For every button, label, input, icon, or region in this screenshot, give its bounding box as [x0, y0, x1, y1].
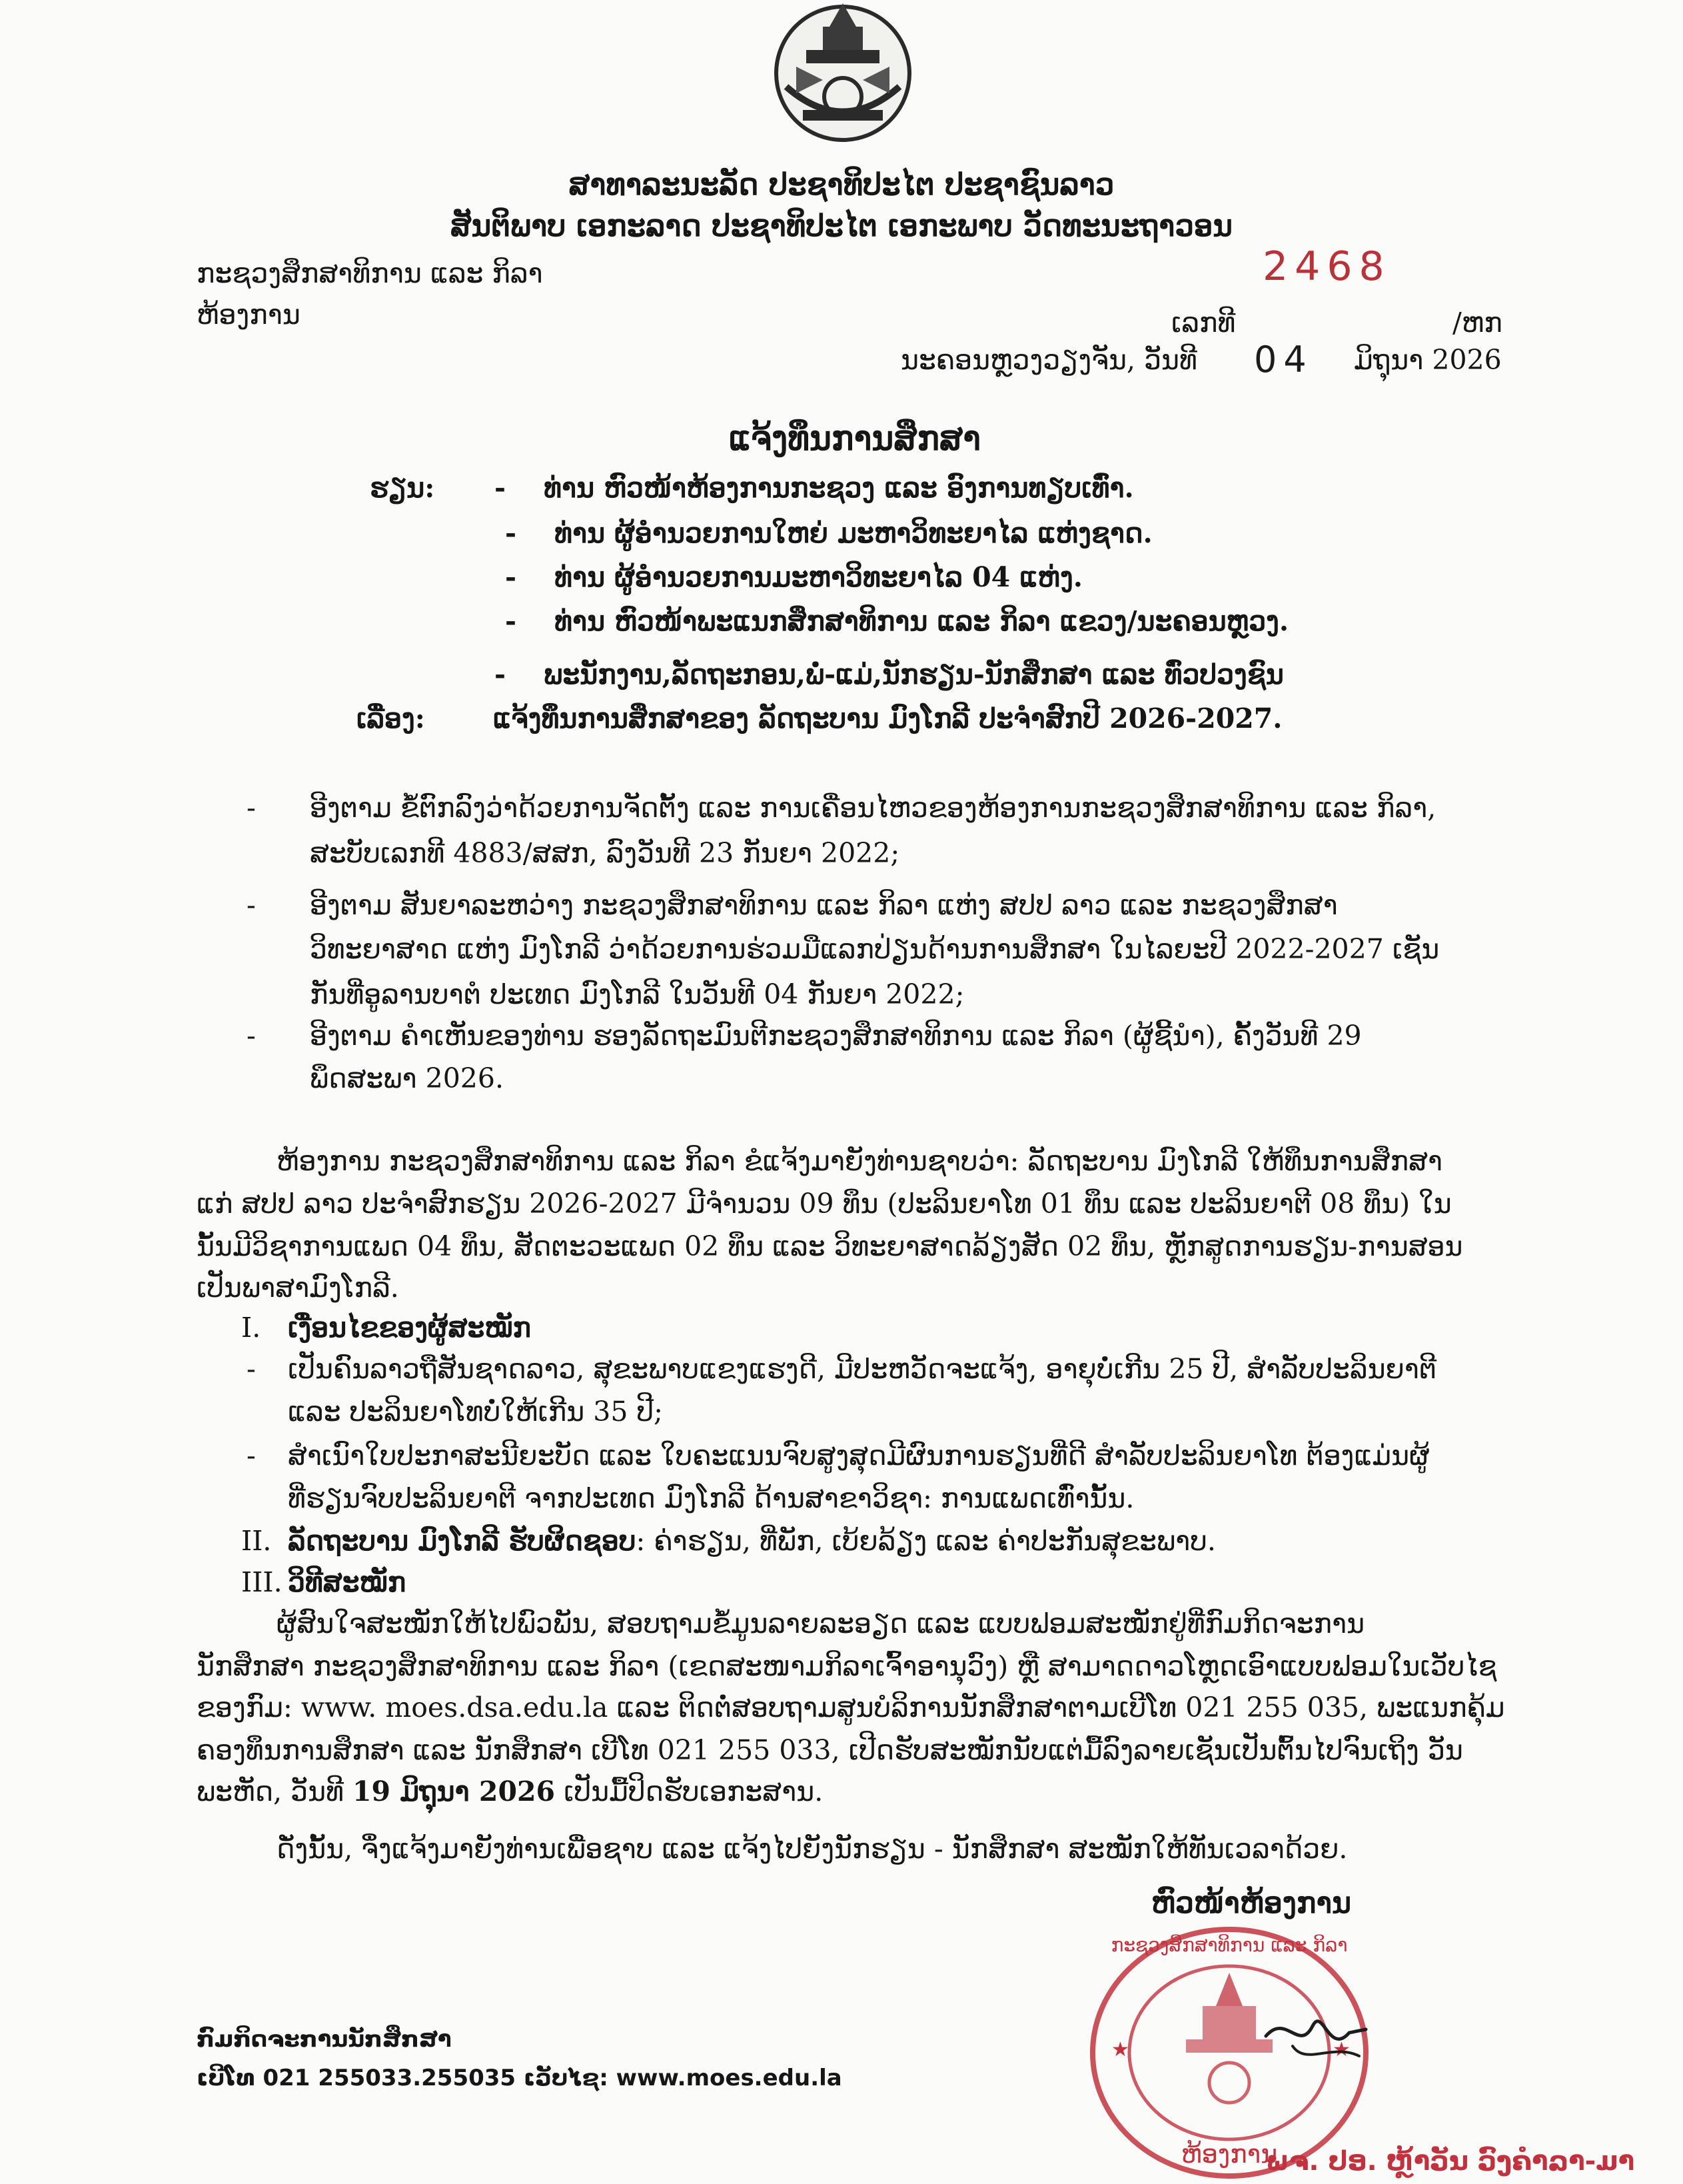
- recipient-item: - ທ່ານ ຜູ້ອຳນວຍການມະຫາວິທະຍາໄລ 04 ແຫ່ງ.: [505, 561, 1083, 593]
- lao-emblem: [766, 0, 919, 147]
- day-handwritten: 04: [1254, 339, 1313, 381]
- republic-name: ສາທາລະນະລັດ ປະຊາທິປະໄຕ ປະຊາຊົນລາວ: [568, 167, 1115, 202]
- application-line: ຂອງກົມ: www. moes.dsa.edu.la ແລະ ຕິດຕໍ່ສອບຖາມສູນບໍລິການນັກສຶກສາຕາມເບີໂທ 021 255 035, ພະແນກຄຸ້ມ: [197, 1691, 1505, 1723]
- application-line: ພະຫັດ, ວັນທີ 19 ມິຖຸນາ 2026 ເປັນມື້ປິດຮັບເອກະສານ.: [197, 1775, 824, 1807]
- section-number: I.: [241, 1312, 261, 1344]
- signature-title: ຫົວໜ້າຫ້ອງການ: [1151, 1886, 1352, 1920]
- closing-text: ດັ່ງນັ້ນ, ຈຶ່ງແຈ້ງມາຍັງທ່ານເພື່ອຊາບ ແລະ ແຈ້ງໄປຍັງນັກຮຽນ - ນັກສຶກສາ ສະໝັກໃຫ້ທັນເວລາດ້ວຍ.: [277, 1833, 1348, 1865]
- footer-department: ກົມກິດຈະການນັກສຶກສາ: [197, 2026, 452, 2053]
- ministry-name: ກະຊວງສຶກສາທິການ ແລະ ກິລາ: [197, 257, 543, 289]
- application-line: ຄອງທຶນການສຶກສາ ແລະ ນັກສຶກສາ ເບີໂທ 021 255 033, ເປີດຮັບສະໝັກນັບແຕ່ມື້ລົງລາຍເຊັນເປັນຕົ້ນໄປຈົນເຖິງ ວັນ: [197, 1734, 1463, 1766]
- recipient-item: - ທ່ານ ຫົວໜ້າພະແນກສຶກສາທິການ ແລະ ກິລາ ແຂວງ/ນະຄອນຫຼວງ.: [505, 605, 1289, 637]
- intro-line: ຫ້ອງການ ກະຊວງສຶກສາທິການ ແລະ ກິລາ ຂໍແຈ້ງມາຍັງທ່ານຊາບວ່າ: ລັດຖະບານ ມົງໂກລີ ໃຫ້ທຶນການສຶກສາ: [277, 1145, 1443, 1177]
- number-suffix: /ຫກ: [1452, 307, 1502, 339]
- intro-line: ເປັນພາສາມົງໂກລີ.: [197, 1272, 399, 1304]
- coverage-line: ລັດຖະບານ ມົງໂກລີ ຮັບຜິດຊອບ: ຄ່າຮຽນ, ທີ່ພັກ, ເບ້ຍລ້ຽງ ແລະ ຄ່າປະກັນສຸຂະພາບ.: [288, 1525, 1216, 1557]
- eligibility-line: ເປັນຄົນລາວຖືສັນຊາດລາວ, ສຸຂະພາບແຂງແຮງດີ, ມີປະຫວັດຈະແຈ້ງ, ອາຍຸບໍ່ເກີນ 25 ປີ, ສຳລັບປະລິນຍາຕີ: [288, 1353, 1437, 1385]
- month-year: ມິຖຸນາ 2026: [1354, 344, 1502, 376]
- section-number: II.: [241, 1525, 272, 1557]
- section-heading: ວິທີສະໝັກ: [288, 1566, 406, 1598]
- stamp-text-bottom: ຫ້ອງການ: [1181, 2139, 1278, 2169]
- svg-text:★: ★: [1333, 2038, 1351, 2061]
- subject-text: ແຈ້ງທຶນການສຶກສາຂອງ ລັດຖະບານ ມົງໂກລີ ປະຈຳສົກປີ 2026-2027.: [493, 702, 1283, 734]
- reference-line: ອີງຕາມ ສັນຍາລະຫວ່າງ ກະຊວງສຶກສາທິການ ແລະ ກິລາ ແຫ່ງ ສປປ ລາວ ແລະ ກະຊວງສຶກສາ: [310, 889, 1338, 921]
- eligibility-line: ແລະ ປະລິນຍາໂທບໍ່ໃຫ້ເກີນ 35 ປີ;: [288, 1396, 663, 1428]
- svg-text:★: ★: [1111, 2038, 1129, 2061]
- footer-contact: ເບີໂທ 021 255033.255035 ເວັບໄຊ: www.moes.edu.la: [197, 2065, 842, 2091]
- reference-line: ພຶດສະພາ 2026.: [310, 1062, 504, 1094]
- recipients-label: ຮຽນ:: [370, 472, 435, 504]
- official-stamp: [1066, 1913, 1412, 2179]
- intro-line: ແກ່ ສປປ ລາວ ປະຈຳສົກຮຽນ 2026-2027 ມີຈຳນວນ 09 ທຶນ (ປະລິນຍາໂທ 01 ທຶນ ແລະ ປະລິນຍາຕີ 08 ທຶນ) ໃນ: [197, 1188, 1452, 1220]
- recipient-item: - ທ່ານ ຜູ້ອຳນວຍການໃຫຍ່ ມະຫາວິທະຍາໄລ ແຫ່ງຊາດ.: [505, 517, 1153, 549]
- document-number-handwritten: 2468: [1263, 243, 1391, 290]
- application-line: ນັກສຶກສາ ກະຊວງສຶກສາທິການ ແລະ ກິລາ (ເຂດສະໜາມກິລາເຈົ້າອານຸວົງ) ຫຼື ສາມາດດາວໂຫຼດເອົາແບບຟອມໃນເວັບໄຊ: [197, 1650, 1497, 1682]
- reference-line: ກັນທີ່ອູລານບາຕໍ ປະເທດ ມົງໂກລີ ໃນວັນທີ 04 ກັນຍາ 2022;: [310, 978, 965, 1010]
- number-label: ເລກທີ: [1171, 307, 1236, 339]
- document-title: ແຈ້ງທຶນການສຶກສາ: [728, 419, 981, 458]
- application-line: ຜູ້ສົນໃຈສະໝັກໃຫ້ໄປພົວພັນ, ສອບຖາມຂໍ້ມູນລາຍລະອຽດ ແລະ ແບບຟອມສະໝັກຢູ່ທີ່ກົມກິດຈະການ: [277, 1608, 1365, 1639]
- office-name: ຫ້ອງການ: [197, 299, 300, 331]
- section-heading: ເງື່ອນໄຂຂອງຜູ້ສະໝັກ: [288, 1312, 531, 1344]
- place-date-label: ນະຄອນຫຼວງວຽງຈັນ, ວັນທີ: [901, 344, 1197, 376]
- reference-line: ອີງຕາມ ຄຳເຫັນຂອງທ່ານ ຮອງລັດຖະມົນຕີກະຊວງສຶກສາທິການ ແລະ ກິລາ (ຜູ້ຊີ້ນຳ), ຄັ້ງວັນທີ 29: [310, 1020, 1362, 1052]
- recipient-item: - ພະນັກງານ,ລັດຖະກອນ,ພໍ່-ແມ່,ນັກຮຽນ-ນັກສຶກສາ ແລະ ທົ່ວປວງຊົນ: [494, 658, 1284, 690]
- eligibility-line: ທີ່ຮຽນຈົບປະລິນຍາຕີ ຈາກປະເທດ ມົງໂກລີ ດ້ານສາຂາວິຊາ: ການແພດເທົ່ານັ້ນ.: [288, 1482, 1135, 1514]
- signatory-name: ພຈ. ປອ. ຫຼ້າວັນ ວົງຄຳລາ-ມາ: [1266, 2146, 1635, 2177]
- intro-line: ນັ້ນມີວິຊາການແພດ 04 ທຶນ, ສັດຕະວະແພດ 02 ທຶນ ແລະ ວິທະຍາສາດລ້ຽງສັດ 02 ທຶນ, ຫຼັກສູດການຮຽນ-ການສອນ: [197, 1230, 1463, 1262]
- reference-line: ວິທະຍາສາດ ແຫ່ງ ມົງໂກລີ ວ່າດ້ວຍການຮ່ວມມືແລກປ່ຽນດ້ານການສຶກສາ ໃນໄລຍະປີ 2022-2027 ເຊັນ: [310, 933, 1440, 965]
- stamp-text-top: ກະຊວງສຶກສາທິການ ແລະ ກິລາ: [1111, 1934, 1348, 1956]
- subject-label: ເລື່ອງ:: [356, 702, 425, 734]
- eligibility-line: ສຳເນົາໃບປະກາສະນີຍະບັດ ແລະ ໃບຄະແນນຈົບສູງສຸດມີຜົນການຮຽນທີ່ດີ ສຳລັບປະລິນຍາໂທ ຕ້ອງແມ່ນຜູ້: [288, 1440, 1430, 1472]
- reference-line: ອີງຕາມ ຂໍ້ຕົກລົງວ່າດ້ວຍການຈັດຕັ້ງ ແລະ ການເຄື່ອນໄຫວຂອງຫ້ອງການກະຊວງສຶກສາທິການ ແລະ ກິລາ,: [310, 792, 1436, 824]
- national-motto: ສັນຕິພາບ ເອກະລາດ ປະຊາທິປະໄຕ ເອກະພາບ ວັດທະນະຖາວອນ: [450, 208, 1233, 243]
- recipient-item: - ທ່ານ ຫົວໜ້າຫ້ອງການກະຊວງ ແລະ ອົງການທຽບເທົ່າ.: [494, 472, 1134, 504]
- section-number: III.: [241, 1566, 282, 1598]
- reference-line: ສະບັບເລກທີ 4883/ສສກ, ລົງວັນທີ 23 ກັນຍາ 2022;: [310, 837, 900, 869]
